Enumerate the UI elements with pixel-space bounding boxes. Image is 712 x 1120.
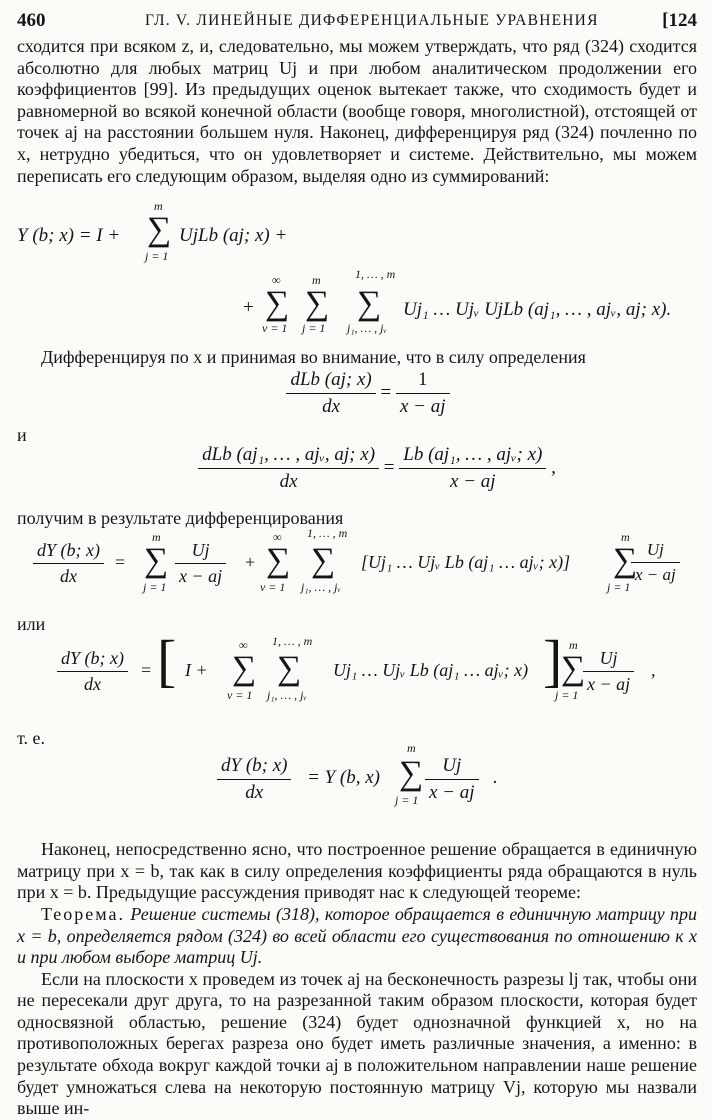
eq6-sum-lower: j = 1 [395, 793, 419, 808]
eq5-lhs-fraction [57, 648, 128, 695]
eq3-tail: , [551, 457, 556, 479]
eq1-inf: ∞ [272, 273, 281, 288]
eq6-frac [425, 755, 479, 804]
sum-sign: ∑ [305, 285, 330, 323]
eq1-m: m [312, 273, 321, 288]
eq3-den: dx [279, 471, 298, 493]
sum-sign: ∑ [147, 211, 172, 249]
equation-series-rewrite [17, 187, 697, 336]
eq2-den: dx [322, 395, 341, 417]
eq1-j1: j = 1 [302, 321, 326, 336]
eq5-den: dx [83, 673, 101, 694]
eq4-f1num: Uj [175, 540, 226, 564]
eq4-plus: + [245, 551, 256, 572]
eq2-rhs-fraction [396, 369, 450, 418]
eq4-num: dY (b; x) [33, 540, 104, 564]
eq1-lhs: Y (b; x) = I + [17, 225, 121, 247]
eq5-tail: , [651, 659, 656, 680]
equation-dY-final [17, 741, 697, 833]
eq1-sum-lower: j = 1 [145, 249, 169, 264]
sum-sign: ∑ [232, 649, 257, 687]
eq1-range: 1, … , m [355, 267, 396, 282]
eq2-num: dLb (aj; x) [286, 369, 375, 394]
paragraph-cuts: Если на плоскости x проведем из точек aj на бесконечность разрезы lj так, чтобы они не пересекали друг друга, то на разрезанной таким образом плоскости, которая будет односвязной областью, решение (324) будет однозначной функцией x, но на противоположных берегах разреза оно будет иметь различные значения, а именно: в результате обхода вокруг каждой точки aj в положительном направлении наше решение будет умножаться слева на некоторую постоянную матрицу Vj, которую мы назвали выше ин- [17, 968, 697, 1119]
eq5-lead: I + [185, 659, 208, 680]
paragraph-identity-matrix: Наконец, непосредственно ясно, что построенное решение обращается в единичную матрицу при x = b, так как в силу определения коэффициенты ряда обращаются в нуль при x = b. Предыдущие рассуждения приводят нас к следующей теореме: [17, 839, 697, 903]
word-ie: т. е. [17, 727, 46, 748]
eq4-indices: j₁, … , jᵥ [301, 579, 341, 594]
eq3-equals: = [383, 457, 395, 479]
eq4-nu: ν = 1 [260, 579, 286, 594]
eq3-rnum: Lb (aj₁, … , ajᵥ; x) [399, 444, 546, 469]
eq2-rden: x − aj [399, 395, 446, 417]
eq5-inf: ∞ [239, 637, 248, 652]
sum-sign: ∑ [399, 755, 424, 793]
equation-dY-expanded [17, 525, 697, 614]
eq5-sum-upper: m [569, 637, 578, 652]
eq6-fnum: Uj [425, 755, 479, 780]
eq4-bracket: [Uj₁ … Ujᵥ Lb (aj₁ … ajᵥ; x)] [361, 551, 571, 572]
eq4-sum1-lower: j = 1 [143, 579, 167, 594]
eq5-fnum: Uj [583, 648, 634, 672]
eq4-frac2 [631, 540, 680, 585]
equation-dY-bracketed [17, 627, 697, 728]
eq5-open-bracket: [ [157, 627, 177, 693]
page-number: 460 [17, 10, 46, 31]
eq5-close-bracket: ] [543, 627, 563, 693]
eq6-fden: x − aj [429, 782, 475, 804]
eq5-equals: = [141, 659, 152, 680]
word-or: или [17, 613, 46, 634]
equation-dLb-multi [17, 444, 697, 500]
eq4-f2den: x − aj [635, 564, 676, 584]
eq1-term1: UjLb (aj; x) + [179, 225, 288, 247]
theorem-text: Решение системы (318), которое обращается в единичную матрицу при x = b, определяется рядом (324) во всей области его существования по отношению к x и при любом выборе матриц Uj. [17, 903, 697, 968]
eq6-num: dY (b; x) [217, 755, 291, 780]
eq6-rhs: = Y (b, x) [307, 767, 380, 789]
eq4-frac1 [175, 540, 226, 587]
paragraph-convergence: сходится при всяком z, и, следовательно, мы можем утверждать, что ряд (324) сходится абсолютно для любых матриц Uj и при любом аналитическом продолжении его коэффициентов [99]. Из предыдущих оценок вытекает также, что сходимость будет и равномерной во всякой конечной области (вообще говоря, многолистной), отстоящей от точек aj на расстоянии большем нуля. Наконец, дифференцируя ряд (324) почленно по x, нетрудно убедиться, что он удовлетворяет и системе. Действительно, мы можем переписать его следующим образом, выделяя одно из суммирований: [17, 36, 697, 186]
eq6-lhs-fraction [217, 755, 291, 804]
eq5-nu: ν = 1 [227, 687, 253, 702]
equation-dLb [17, 369, 697, 421]
eq4-den: dx [59, 565, 77, 586]
eq6-den: dx [245, 782, 264, 804]
eq1-sum-upper: m [154, 199, 163, 214]
eq6-tail: . [493, 767, 498, 789]
eq1-indices: j₁, … , jᵥ [347, 321, 387, 336]
sum-sign: ∑ [561, 649, 586, 687]
eq3-rden: x − aj [450, 471, 496, 493]
eq5-frac [583, 648, 634, 695]
eq3-num: dLb (aj₁, … , ajᵥ, aj; x) [198, 444, 379, 469]
sum-sign: ∑ [277, 649, 302, 687]
running-title: ГЛ. V. ЛИНЕЙНЫЕ ДИФФЕРЕНЦИАЛЬНЫЕ УРАВНЕНИЯ [145, 12, 599, 29]
eq1-term2: Uj₁ … Ujᵥ UjLb (aj₁, … , ajᵥ, aj; x). [403, 299, 672, 321]
eq2-rnum: 1 [396, 369, 450, 394]
eq2-equals: = [380, 381, 392, 403]
eq5-sum-lower: j = 1 [555, 687, 579, 702]
eq4-sum1-upper: m [152, 529, 161, 544]
theorem-title: Теорема. [41, 903, 126, 924]
eq4-range: 1, … , m [307, 525, 348, 540]
word-and: и [17, 424, 27, 445]
sum-sign: ∑ [144, 541, 169, 579]
sum-sign: ∑ [613, 541, 638, 579]
eq4-f2num: Uj [631, 540, 680, 563]
line-result: получим в результате дифференцирования [17, 508, 344, 529]
sum-sign: ∑ [311, 541, 336, 579]
eq4-sum2-lower: j = 1 [607, 579, 631, 594]
sum-sign: ∑ [265, 285, 290, 323]
sum-sign: ∑ [266, 541, 291, 579]
eq6-sum-upper: m [407, 741, 416, 756]
eq5-indices: j₁, … , jᵥ [267, 687, 307, 702]
eq4-equals: = [115, 551, 126, 572]
running-header [17, 10, 697, 36]
section-number: [124 [662, 10, 697, 31]
eq3-lhs-fraction [198, 444, 379, 493]
book-page [17, 10, 697, 1120]
sum-sign: ∑ [357, 285, 382, 323]
eq4-inf: ∞ [273, 529, 282, 544]
eq2-lhs-fraction [286, 369, 375, 418]
eq4-lhs-fraction [33, 540, 104, 587]
eq4-f1den: x − aj [179, 565, 223, 586]
line-differentiating: Дифференцируя по x и принимая во внимание, что в силу определения [41, 347, 586, 368]
eq1-plus: + [243, 297, 254, 319]
theorem [17, 904, 697, 969]
eq5-fden: x − aj [587, 673, 631, 694]
eq5-num: dY (b; x) [57, 648, 128, 672]
eq3-rhs-fraction [399, 444, 546, 493]
eq1-nu: ν = 1 [262, 321, 288, 336]
eq4-sum2-upper: m [621, 529, 630, 544]
eq5-body: Uj₁ … Ujᵥ Lb (aj₁ … ajᵥ; x) [333, 659, 529, 680]
eq5-range: 1, … , m [272, 633, 313, 648]
